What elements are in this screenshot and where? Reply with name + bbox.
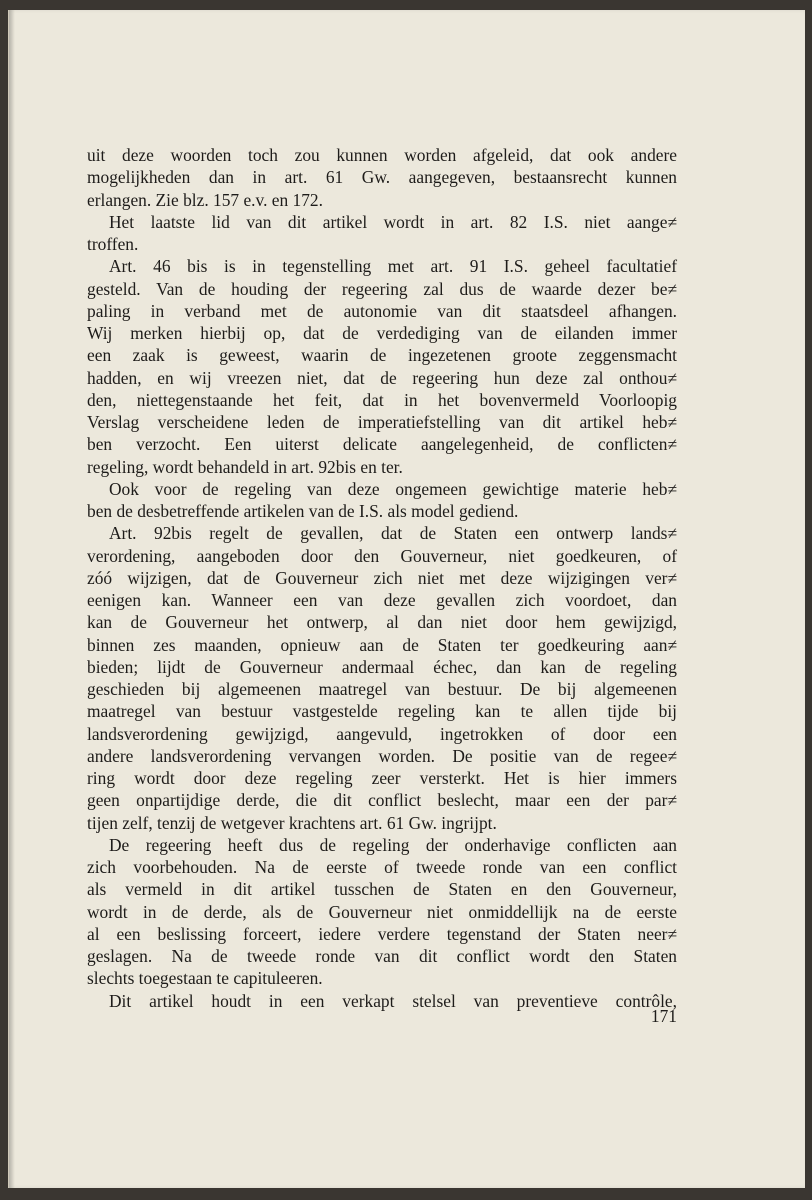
text-line: geschieden bij algemeenen maatregel van bestuur. De bij algemeenen — [87, 679, 677, 699]
text-line: zóó wijzigen, dat de Gouverneur zich niet met deze wijzigingen ver≠ — [87, 567, 677, 588]
text-line: Dit artikel houdt in een verkapt stelsel van preventieve contrôle, — [109, 990, 677, 1011]
text-line: Het laatste lid van dit artikel wordt in art. 82 I.S. niet aange≠ — [109, 211, 677, 232]
text-line: een zaak is geweest, waarin de ingezetenen groote zeggensmacht — [87, 345, 677, 366]
book-page — [8, 10, 805, 1188]
text-line: wordt in de derde, als de Gouverneur niet onmiddellijk na de eerste — [87, 901, 677, 922]
text-line: tijen zelf, tenzij de wetgever krachtens art. 61 Gw. ingrijpt. — [87, 812, 497, 833]
text-line: als vermeld in dit artikel tusschen de Staten en den Gouverneur, — [87, 879, 677, 900]
text-line: slechts toegestaan te capituleeren. — [87, 968, 323, 989]
text-line: maatregel van bestuur vastgestelde regeling kan te allen tijde bij — [87, 701, 677, 722]
text-line: geen onpartijdige derde, die dit conflict beslecht, maar een der par≠ — [87, 790, 677, 811]
text-line: al een beslissing forceert, iedere verdere tegenstand der Staten neer≠ — [87, 923, 677, 944]
text-line: hadden, en wij vreezen niet, dat de regeering hun deze zal onthou≠ — [87, 367, 677, 388]
text-line: Art. 92bis regelt de gevallen, dat de Staten een ontwerp lands≠ — [109, 523, 677, 544]
text-line: andere landsverordening vervangen worden. De positie van de regee≠ — [87, 745, 677, 766]
page-spine-shadow — [9, 10, 15, 1188]
text-line: paling in verband met de autonomie van dit staatsdeel afhangen. — [87, 300, 677, 321]
page-number: 171 — [650, 1006, 677, 1026]
text-line: verordening, aangeboden door den Gouverneur, niet goedkeuren, of — [87, 545, 677, 566]
text-line: eenigen kan. Wanneer een van deze gevallen zich voordoet, dan — [87, 590, 677, 610]
text-line: regeling, wordt behandeld in art. 92bis en ter. — [87, 456, 403, 477]
text-line: ring wordt door deze regeling zeer versterkt. Het is hier immers — [87, 768, 677, 788]
text-line: troffen. — [87, 234, 139, 254]
text-line: gesteld. Van de houding der regeering zal dus de waarde dezer be≠ — [87, 278, 677, 299]
text-line: De regeering heeft dus de regeling der onderhavige conflicten aan — [109, 834, 677, 855]
text-line: Art. 46 bis is in tegenstelling met art. 91 I.S. geheel facultatief — [109, 256, 677, 277]
text-line: ben verzocht. Een uiterst delicate aangelegenheid, de conflicten≠ — [87, 434, 677, 455]
text-line: binnen zes maanden, opnieuw aan de Staten ter goedkeuring aan≠ — [87, 634, 677, 655]
text-line: uit deze woorden toch zou kunnen worden afgeleid, dat ook andere — [87, 145, 677, 165]
text-line: ben de desbetreffende artikelen van de I.S. als model gediend. — [87, 501, 519, 521]
text-line: geslagen. Na de tweede ronde van dit conflict wordt den Staten — [87, 946, 677, 966]
text-line: mogelijkheden dan in art. 61 Gw. aangegeven, bestaansrecht kunnen — [87, 167, 677, 188]
text-line: Ook voor de regeling van deze ongemeen gewichtige materie heb≠ — [109, 478, 677, 499]
text-line: zich voorbehouden. Na de eerste of tweede ronde van een conflict — [87, 857, 677, 877]
text-line: erlangen. Zie blz. 157 e.v. en 172. — [87, 189, 323, 210]
text-line: Wij merken hierbij op, dat de verdediging van de eilanden immer — [87, 323, 677, 343]
text-line: Verslag verscheidene leden de imperatiefstelling van dit artikel heb≠ — [87, 412, 677, 432]
text-line: den, niettegenstaande het feit, dat in het bovenvermeld Voorloopig — [87, 389, 677, 410]
text-line: landsverordening gewijzigd, aangevuld, ingetrokken of door een — [87, 723, 677, 744]
text-line: bieden; lijdt de Gouverneur andermaal échec, dan kan de regeling — [87, 656, 677, 677]
text-line: kan de Gouverneur het ontwerp, al dan niet door hem gewijzigd, — [87, 612, 677, 633]
body-text — [87, 144, 677, 1012]
